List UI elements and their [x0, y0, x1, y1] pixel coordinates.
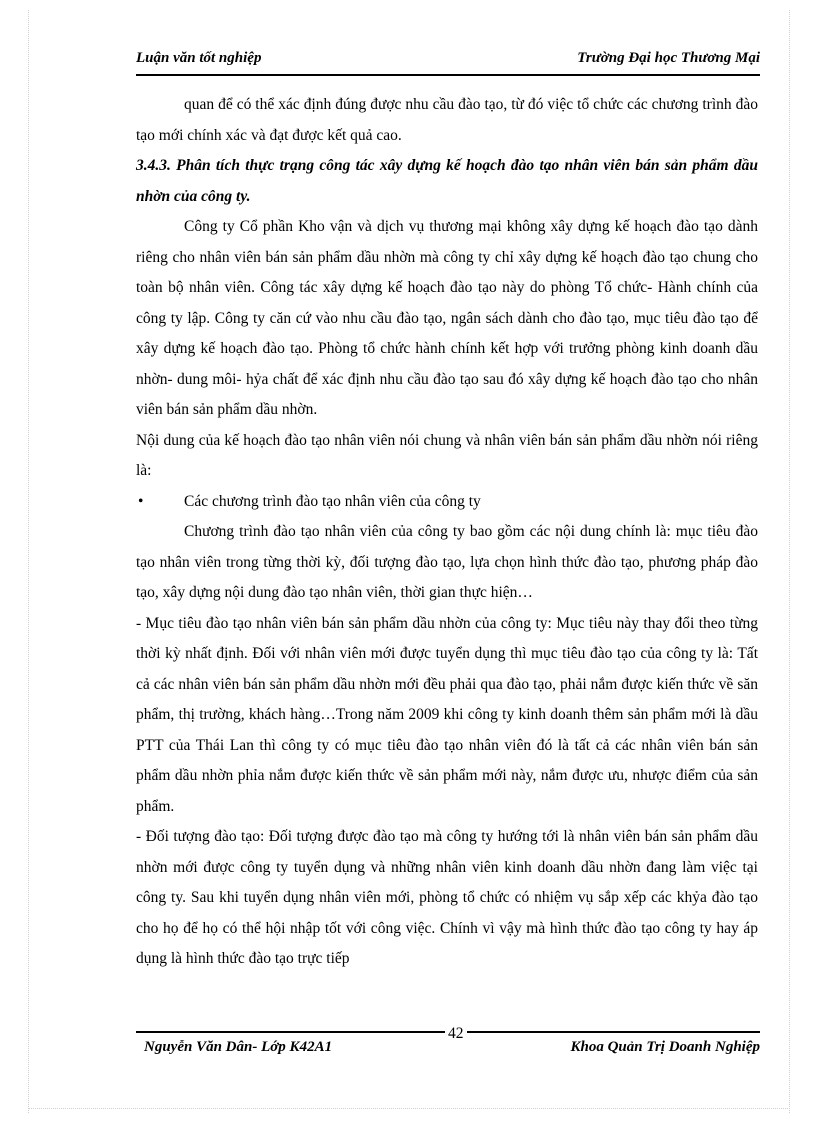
footer-faculty: Khoa Quản Trị Doanh Nghiệp [570, 1039, 760, 1055]
paragraph: quan để có thể xác định đúng được nhu cầu đào tạo, từ đó việc tổ chức các chương trình đào tạo mới chính xác và đạt được kết quả cao. [136, 96, 758, 144]
bottom-divider [28, 1108, 788, 1109]
footer-author: Nguyễn Văn Dân- Lớp K42A1 [144, 1039, 333, 1055]
paragraph: Chương trình đào tạo nhân viên của công ty bao gồm các nội dung chính là: mục tiêu đào tạo nhân viên trong từng thời kỳ, đối tượng đào tạo, lựa chọn hình thức đào tạo, phương pháp đào tạo, xây dựng nội dung đào tạo nhân viên, thời gian thực hiện… [136, 523, 758, 601]
page-header [136, 46, 760, 76]
header-university: Trường Đại học Thương Mại [577, 50, 760, 66]
section-heading: 3.4.3. Phân tích thực trạng công tác xây dựng kế hoạch đào tạo nhân viên bán sản phẩm dầu nhờn của công ty. [136, 157, 758, 205]
bullet-text: Các chương trình đào tạo nhân viên của công ty [184, 492, 481, 510]
header-thesis-label: Luận văn tốt nghiệp [136, 50, 262, 66]
bullet-icon: • [138, 492, 144, 510]
document-body [136, 90, 758, 975]
paragraph: Nội dung của kế hoạch đào tạo nhân viên nói chung và nhân viên bán sản phẩm dầu nhờn nói riêng là: [136, 431, 758, 479]
paragraph: - Đối tượng đào tạo: Đối tượng được đào tạo mà công ty hướng tới là nhân viên bán sản phẩm dầu nhờn mới được công ty tuyển dụng và những nhân viên kinh doanh dầu nhờn đang làm việc tại công ty. Sau khi tuyển dụng nhân viên mới, phòng tổ chức có nhiệm vụ sắp xếp các khỷa đào tạo cho họ để họ có thể hội nhập tốt với công việc. Chính vì vậy mà hình thức đào tạo công ty hay áp dụng là hình thức đào tạo trực tiếp [136, 828, 758, 967]
bullet-item [136, 487, 758, 518]
page-footer [136, 1025, 760, 1063]
paragraph: - Mục tiêu đào tạo nhân viên bán sản phẩm dầu nhờn của công ty: Mục tiêu này thay đổi theo từng thời kỳ nhất định. Đối với nhân viên mới được tuyển dụng thì mục tiêu đào tạo của công ty là: Tất cả các nhân viên bán sản phẩm dầu nhờn mới đều phải qua đào tạo, phải nắm được kiến thức về săn phẩm, thị trường, khách hàng…Trong năm 2009 khi công ty kinh doanh thêm sản phẩm mới là dầu PTT của Thái Lan thì công ty có mục tiêu đào tạo nhân viên đó là tất cả các nhân viên bán sản phẩm dầu nhờn phỉa nắm được kiến thức về sản phẩm mới này, nắm được ưu, nhược điểm của sản phẩm. [136, 614, 758, 815]
paragraph: Công ty Cổ phần Kho vận và dịch vụ thương mại không xây dựng kế hoạch đào tạo dành riêng cho nhân viên bán sản phẩm dầu nhờn mà công ty chỉ xây dựng kế hoạch đào tạo chung cho toàn bộ nhân viên. Công tác xây dựng kế hoạch đào tạo này do phòng Tổ chức- Hành chính của công ty lập. Công ty căn cứ vào nhu cầu đào tạo, ngân sách dành cho đào tạo, mục tiêu đào tạo để xây dựng kế hoạch đào tạo. Phòng tổ chức hành chính kết hợp với trưởng phòng kinh doanh dầu nhờn- dung môi- hỷa chất để xác định nhu cầu đào tạo sau đó xây dựng kế hoạch đào tạo cho nhân viên bán sản phẩm dầu nhờn. [136, 218, 758, 418]
page-number: 42 [445, 1025, 467, 1043]
